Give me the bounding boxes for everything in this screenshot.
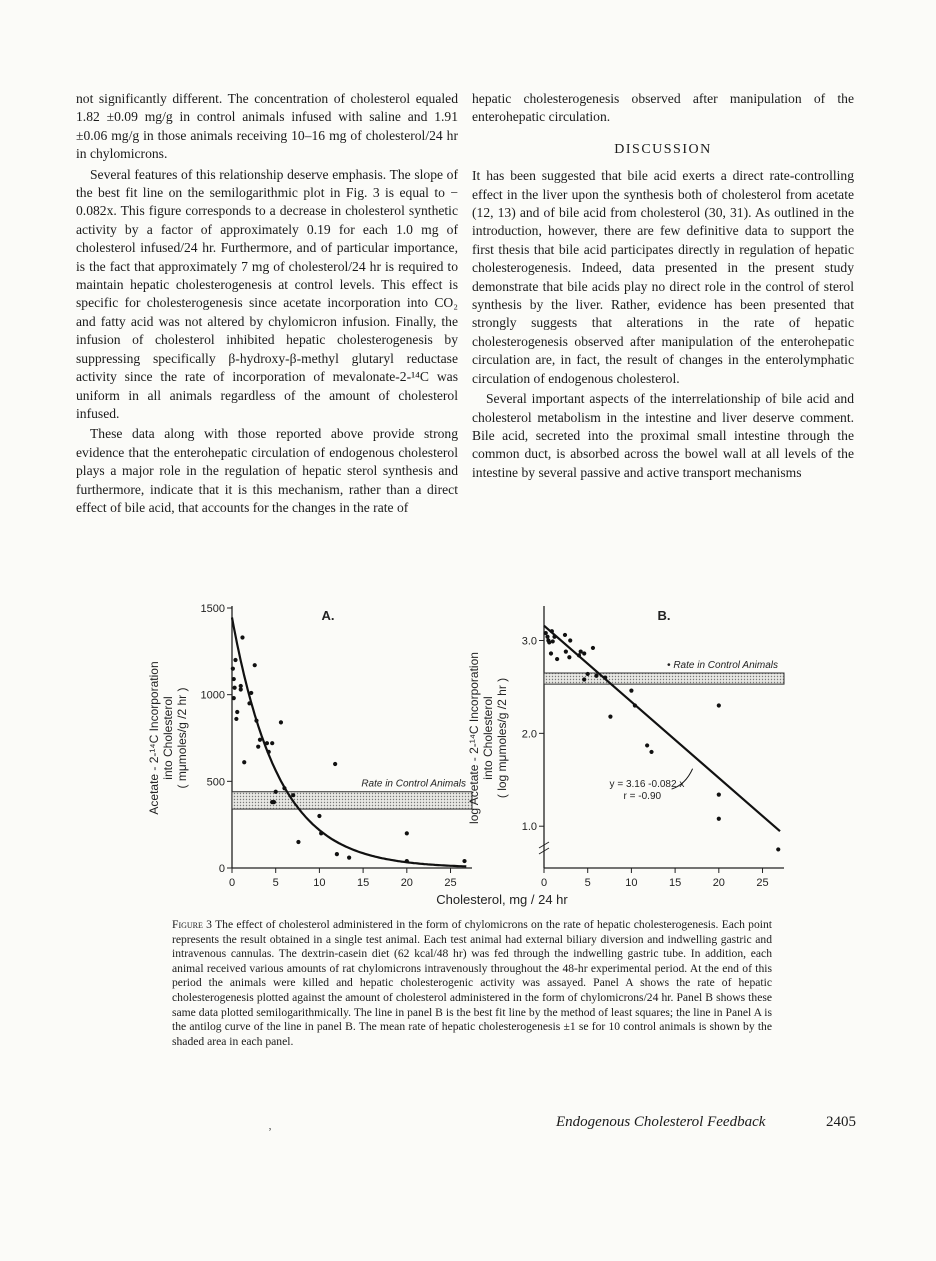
figure-3 xyxy=(140,594,800,912)
data-point xyxy=(776,847,780,851)
y-axis-label-line: ( mμmoles/g /2 hr ) xyxy=(175,687,189,789)
data-point xyxy=(563,633,567,637)
y-tick-label: 1.0 xyxy=(521,821,537,834)
data-point xyxy=(291,793,295,797)
data-point xyxy=(717,703,721,707)
data-point xyxy=(279,720,283,724)
stray-mark: ‚ xyxy=(268,1118,272,1132)
data-point xyxy=(591,646,595,650)
left-paragraph-2: Several features of this relationship deserve emphasis. The slope of the best fit line on the semilogarithmic plot in Fig. 3 is equal to − 0.082x. This figure corresponds to a decrease in cholesterol synthetic activity by a factor of approximately 0.19 for each 1.0 mg of cholesterol infused/24 hr. Furthermore, and of particular importance, is the fact that approximately 7 mg of cholesterol/24 hr is required to maintain hepatic cholesterogenesis at control levels. This effect is specific for cholesterogenesis since acetate incorporation into CO₂ and fatty acid was not altered by chylomicron infusion. Finally, the infusion of cholesterol inhibited hepatic cholesterogenesis by suppressing specifically β-hydroxy-β-methyl glutaryl reductase activity since the rate of incorporation of mevalonate-2-¹⁴C was uniform in all animals regardless of the amount of cholesterol infused. xyxy=(76,166,458,421)
data-point xyxy=(462,859,466,863)
y-tick-label: 0 xyxy=(218,863,225,875)
data-point xyxy=(256,745,260,749)
data-point xyxy=(649,750,653,754)
data-point xyxy=(234,717,238,721)
x-tick-label: 25 xyxy=(444,877,457,889)
x-tick-label: 20 xyxy=(400,877,413,889)
x-tick-label: 10 xyxy=(625,877,638,889)
y-axis-label-line: into Cholesterol xyxy=(161,696,175,780)
data-point xyxy=(267,750,271,754)
data-point xyxy=(274,790,278,794)
panel-a-chart xyxy=(147,603,472,889)
data-point xyxy=(549,651,553,655)
data-point xyxy=(567,655,571,659)
data-point xyxy=(233,658,237,662)
data-point xyxy=(717,793,721,797)
y-tick-label: 3.0 xyxy=(521,635,537,648)
x-tick-label: 15 xyxy=(668,877,682,889)
x-tick-label: 5 xyxy=(272,877,279,889)
data-point xyxy=(282,786,286,790)
data-point xyxy=(240,635,244,639)
data-point xyxy=(231,667,235,671)
data-point xyxy=(317,814,321,818)
data-point xyxy=(555,657,559,661)
caption-label: Figure 3 xyxy=(172,918,212,931)
caption-text: The effect of cholesterol administered in the form of chylomicrons on the rate of hepatic cholesterogenesis. Each point represents the result obtained in a single test animal. Each test animal had external biliary diversion and indwelling gastric and intravenous cannulas. The dextrin-casein diet (62 kcal/48 hr) was fed through the indwelling gastric tube. In addition, each animal received various amounts of rat chylomicrons intravenously throughout the 48-hr experimental period. At the end of this period the animals were killed and hepatic cholesterogenic activity was assayed. Panel A shows the rate of hepatic cholesterogenesis plotted against the amount of cholesterol administered in the form of chylomicrons/24 hr. Panel B shows these same data plotted semilogarithmically. The line in panel B is the best fit line by the method of least squares; the line in Panel A is the antilog curve of the line in panel B. The mean rate of hepatic cholesterogenesis ±1 se for 10 control animals is shown by the shaded area in each panel. xyxy=(172,918,773,1048)
data-point xyxy=(270,741,274,745)
data-point xyxy=(333,762,337,766)
control-band xyxy=(544,673,784,684)
y-tick-label: 500 xyxy=(206,776,225,789)
control-band-label: Rate in Control Animals xyxy=(361,778,466,790)
data-point xyxy=(242,760,246,764)
y-axis-label-line: ( log mμmoles/g /2 hr ) xyxy=(495,677,509,799)
data-point xyxy=(272,800,276,804)
equation-text: y = 3.16 -0.082 x xyxy=(609,779,685,791)
equation-text: r = -0.90 xyxy=(623,791,662,803)
data-point xyxy=(296,840,300,844)
figure-caption xyxy=(172,918,772,1049)
data-point xyxy=(233,686,237,690)
y-tick-label: 1500 xyxy=(200,603,225,615)
right-column xyxy=(472,90,854,482)
x-tick-label: 10 xyxy=(313,877,326,889)
data-point xyxy=(347,856,351,860)
x-tick-label: 0 xyxy=(540,877,548,889)
y-tick-label: 1000 xyxy=(200,689,225,702)
panel-title: A. xyxy=(321,608,335,623)
data-point xyxy=(633,703,637,707)
data-point xyxy=(335,852,339,856)
running-title: Endogenous Cholesterol Feedback xyxy=(556,1114,766,1130)
figure-3-plot xyxy=(140,594,800,912)
data-point xyxy=(577,653,581,657)
data-point xyxy=(564,650,568,654)
y-axis-label-line: log Acetate - 2-¹⁴C Incorporation xyxy=(467,652,481,824)
x-tick-label: 15 xyxy=(356,877,370,889)
left-paragraph-1: not significantly different. The concentration of cholesterol equaled 1.82 ±0.09 mg/g in control animals infused with saline and 1.91 ±0.06 mg/g in those animals receiving 10–16 mg of cholesterol/24 hr in chylomicrons. xyxy=(76,91,458,162)
data-point xyxy=(629,689,633,693)
data-point xyxy=(258,738,262,742)
data-point xyxy=(552,635,556,639)
data-point xyxy=(319,831,323,835)
data-point xyxy=(239,687,243,691)
data-point xyxy=(551,639,555,643)
control-band xyxy=(232,792,472,809)
left-paragraph-3: These data along with those reported above provide strong evidence that the enterohepatic circulation of endogenous cholesterol plays a major role in the regulation of hepatic sterol synthesis and furthermore, indicate that it is this mechanism, rather than a direct effect of bile acid, that accounts for the changes in the rate of xyxy=(76,426,458,515)
data-point xyxy=(253,663,257,667)
data-point xyxy=(235,710,239,714)
data-point xyxy=(582,677,586,681)
data-point xyxy=(249,691,253,695)
panel-title: B. xyxy=(657,608,671,623)
data-point xyxy=(550,629,554,633)
x-tick-label: 25 xyxy=(756,877,769,889)
data-point xyxy=(594,674,598,678)
y-tick-label: 2.0 xyxy=(521,728,537,741)
panel-b-chart xyxy=(467,606,784,889)
data-point xyxy=(405,859,409,863)
page-number: 2405 xyxy=(826,1114,856,1130)
data-point xyxy=(544,631,548,635)
data-point xyxy=(645,743,649,747)
data-point xyxy=(232,696,236,700)
x-tick-label: 5 xyxy=(584,877,591,889)
data-point xyxy=(582,651,586,655)
data-point xyxy=(545,635,549,639)
x-tick-label: 0 xyxy=(228,877,236,889)
data-point xyxy=(568,638,572,642)
data-point xyxy=(247,701,251,705)
control-band-label: • Rate in Control Animals xyxy=(667,660,778,671)
discussion-paragraph-2: Several important aspects of the interrelationship of bile acid and cholesterol metabolism in the intestine and liver deserve comment. Bile acid, secreted into the proximal small intestine through the common duct, is absorbed across the bowel wall at all levels of the intestine by several passive and active transport mechanisms xyxy=(472,391,854,480)
discussion-paragraph-1: It has been suggested that bile acid exerts a direct rate-controlling effect in the liver upon the synthesis both of cholesterol from acetate (12, 13) and of bile acid from cholesterol (30, 31). As outlined in the introduction, however, there are few definitive data to support the first thesis that bile acid participates directly in regulation of hepatic cholesterogenesis. Indeed, data presented in the present study demonstrate that bile acids play no direct role in the control of sterol synthesis by the liver. Rather, evidence has been presented that strongly suggests that alterations in the rate of hepatic cholesterogenesis observed after manipulation of the enterohepatic circulation are, in fact, the result of changes in the enterolymphatic circulation of endogenous cholesterol. xyxy=(472,168,854,386)
data-point xyxy=(254,719,258,723)
left-column xyxy=(76,90,458,517)
discussion-heading: DISCUSSION xyxy=(614,141,712,157)
data-point xyxy=(603,676,607,680)
data-point xyxy=(586,672,590,676)
y-axis-label-line: Acetate - 2-¹⁴C Incorporation xyxy=(147,661,161,815)
x-axis-title: Cholesterol, mg / 24 hr xyxy=(436,892,568,907)
data-point xyxy=(265,741,269,745)
data-point xyxy=(232,677,236,681)
data-point xyxy=(717,817,721,821)
data-point xyxy=(405,831,409,835)
data-point xyxy=(608,715,612,719)
y-axis-label-line: into Cholesterol xyxy=(481,696,495,780)
x-tick-label: 20 xyxy=(712,877,725,889)
right-lead-paragraph: hepatic cholesterogenesis observed after manipulation of the enterohepatic circulation. xyxy=(472,91,854,125)
